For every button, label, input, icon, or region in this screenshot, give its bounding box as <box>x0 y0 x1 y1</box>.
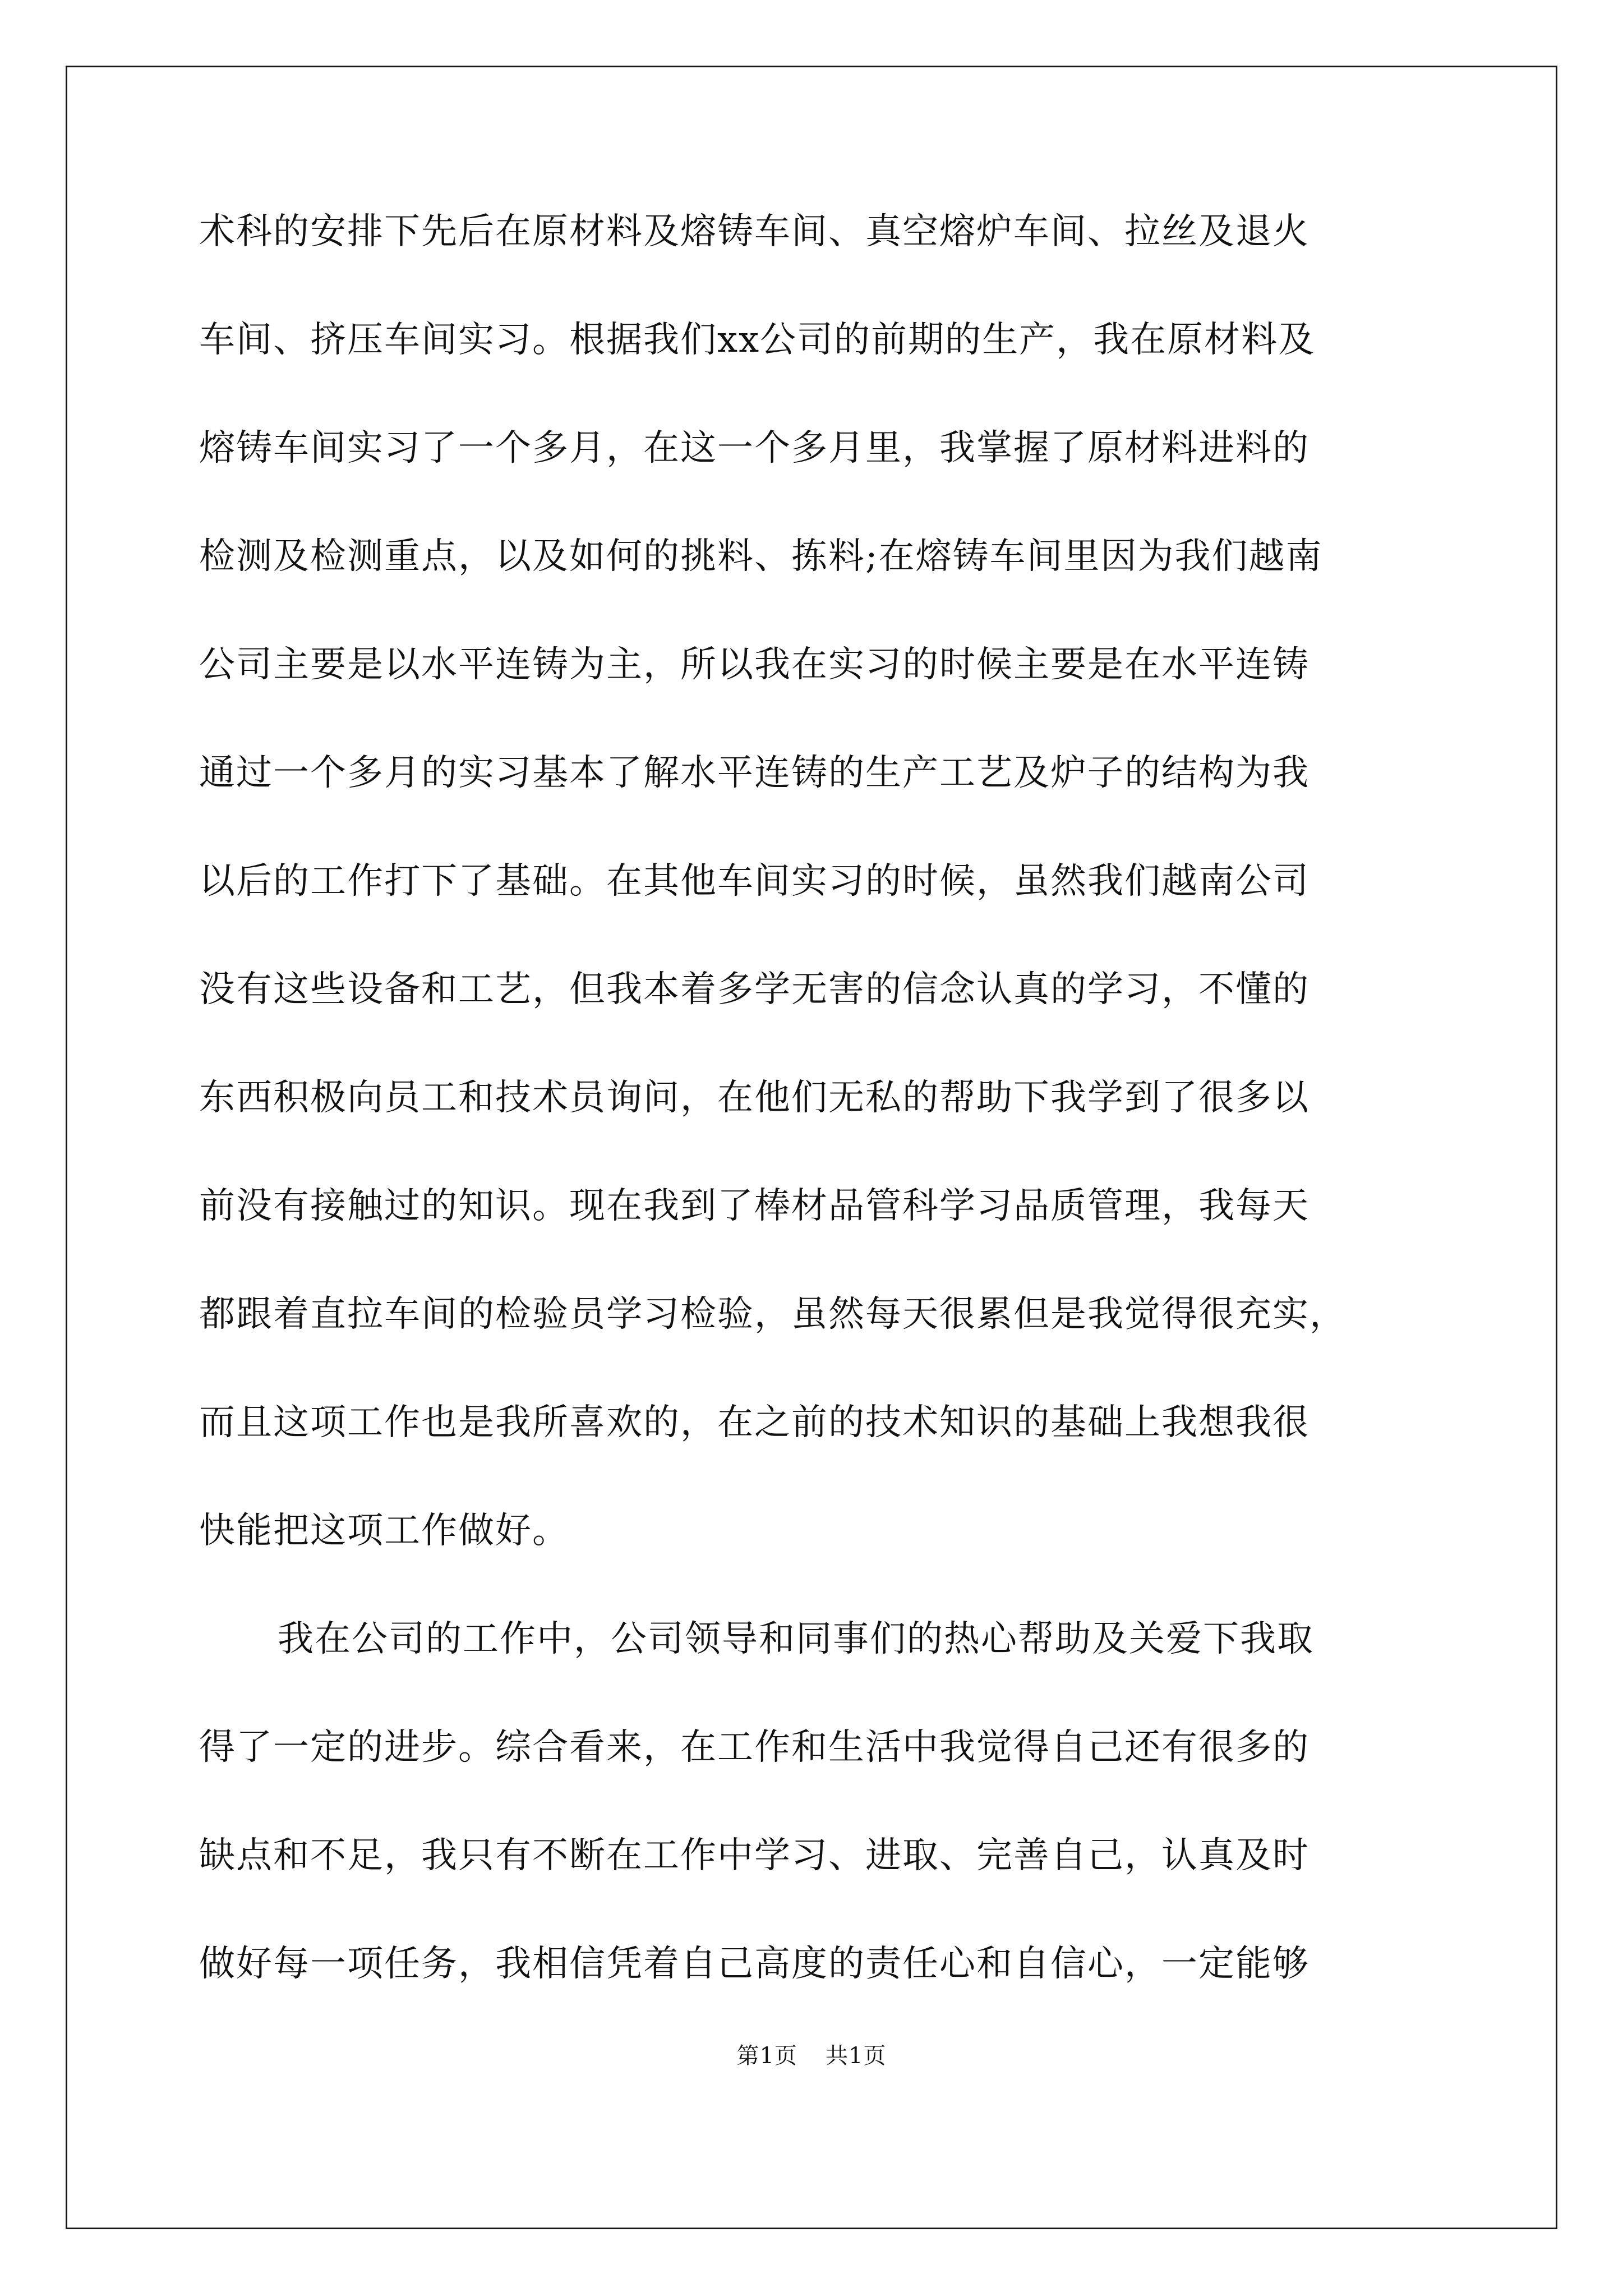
body-line: 得了一定的进步。综合看来，在工作和生活中我觉得自己还有很多的 <box>199 1727 1310 1768</box>
body-line: 检测及检测重点，以及如何的挑料、拣料;在熔铸车间里因为我们越南 <box>199 536 1323 577</box>
body-line: 做好每一项任务，我相信凭着自己高度的责任心和自信心，一定能够 <box>199 1943 1310 1985</box>
body-line: 公司主要是以水平连铸为主，所以我在实习的时候主要是在水平连铸 <box>199 644 1310 685</box>
page-footer <box>0 2042 1623 2070</box>
paragraph-first-line: 我在公司的工作中，公司领导和同事们的热心帮助及关爱下我取 <box>278 1618 1314 1660</box>
body-line: 快能把这项工作做好。 <box>199 1510 569 1552</box>
body-line: 熔铸车间实习了一个多月，在这一个多月里，我掌握了原材料进料的 <box>199 427 1310 469</box>
body-line: 都跟着直拉车间的检验员学习检验，虽然每天很累但是我觉得很充实， <box>199 1294 1347 1335</box>
body-line: 缺点和不足，我只有不断在工作中学习、进取、完善自己，认真及时 <box>199 1835 1310 1876</box>
body-line: 没有这些设备和工艺，但我本着多学无害的信念认真的学习，不懂的 <box>199 969 1310 1010</box>
body-line: 前没有接触过的知识。现在我到了棒材品管科学习品质管理，我每天 <box>199 1185 1310 1227</box>
page-total: 共1页 <box>826 2043 887 2069</box>
page-number: 第1页 <box>736 2043 797 2069</box>
page-frame <box>66 66 1557 2229</box>
body-line: 东西积极向员工和技术员询问，在他们无私的帮助下我学到了很多以 <box>199 1077 1310 1119</box>
body-line: 通过一个多月的实习基本了解水平连铸的生产工艺及炉子的结构为我 <box>199 752 1310 794</box>
body-line: 车间、挤压车间实习。根据我们xx公司的前期的生产，我在原材料及 <box>199 319 1316 361</box>
body-line: 以后的工作打下了基础。在其他车间实习的时候，虽然我们越南公司 <box>199 861 1310 902</box>
body-line: 术科的安排下先后在原材料及熔铸车间、真空熔炉车间、拉丝及退火 <box>199 211 1310 252</box>
body-line: 而且这项工作也是我所喜欢的，在之前的技术知识的基础上我想我很 <box>199 1402 1310 1443</box>
